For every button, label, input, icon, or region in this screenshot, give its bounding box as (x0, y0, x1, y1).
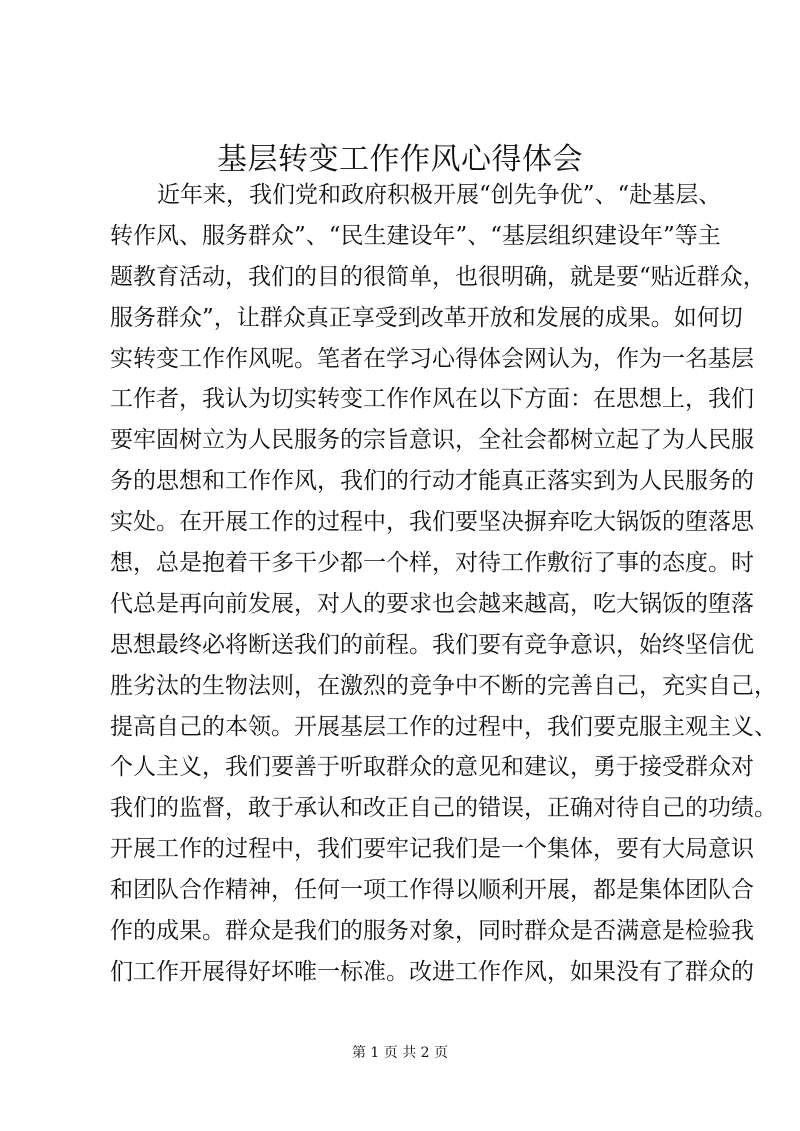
body-line: 们工作开展得好坏唯一标准。改进工作作风，如果没有了群众的 (110, 958, 754, 985)
body-line: 个人主义，我们要善于听取群众的意见和建议，勇于接受群众对 (110, 754, 754, 781)
body-line: 开展工作的过程中，我们要牢记我们是一个集体，要有大局意识 (110, 836, 754, 863)
body-line: 和团队合作精神，任何一项工作得以顺利开展，都是集体团队合 (110, 877, 754, 904)
document-body (110, 175, 777, 993)
body-line: 思想最终必将断送我们的前程。我们要有竞争意识，始终坚信优 (110, 631, 754, 658)
body-line: 我们的监督，敢于承认和改正自己的错误，正确对待自己的功绩。 (110, 795, 777, 822)
body-line: 代总是再向前发展，对人的要求也会越来越高，吃大锅饭的堕落 (110, 590, 754, 617)
body-line: 题教育活动，我们的目的很简单，也很明确，就是要“贴近群众， (110, 263, 766, 290)
body-line: 要牢固树立为人民服务的宗旨意识，全社会都树立起了为人民服 (110, 427, 754, 454)
body-line: 想，总是抱着干多干少都一个样，对待工作敷衍了事的态度。时 (110, 550, 754, 577)
document-title: 基层转变工作作风心得体会 (217, 142, 583, 177)
body-line: 工作者，我认为切实转变工作作风在以下方面：在思想上，我们 (110, 386, 754, 413)
page-footer (0, 1044, 800, 1062)
body-line: 作的成果。群众是我们的服务对象，同时群众是否满意是检验我 (110, 918, 754, 945)
body-line: 实处。在开展工作的过程中，我们要坚决摒弃吃大锅饭的堕落思 (110, 509, 754, 536)
body-line: 务的思想和工作作风，我们的行动才能真正落实到为人民服务的 (110, 468, 754, 495)
body-line: 服务群众”，让群众真正享受到改革开放和发展的成果。如何切 (110, 304, 743, 331)
body-line: 近年来，我们党和政府积极开展“创先争优”、“赴基层、 (157, 182, 722, 208)
body-line: 提高自己的本领。开展基层工作的过程中，我们要克服主观主义、 (110, 713, 777, 740)
body-line: 胜劣汰的生物法则，在激烈的竞争中不断的完善自己，充实自己， (110, 672, 777, 699)
body-line: 实转变工作作风呢。笔者在学习心得体会网认为，作为一名基层 (110, 345, 754, 372)
body-line: 转作风、服务群众”、“民生建设年”、“基层组织建设年”等主 (110, 222, 721, 249)
page-number: 第 1 页 共 2 页 (351, 1045, 449, 1061)
